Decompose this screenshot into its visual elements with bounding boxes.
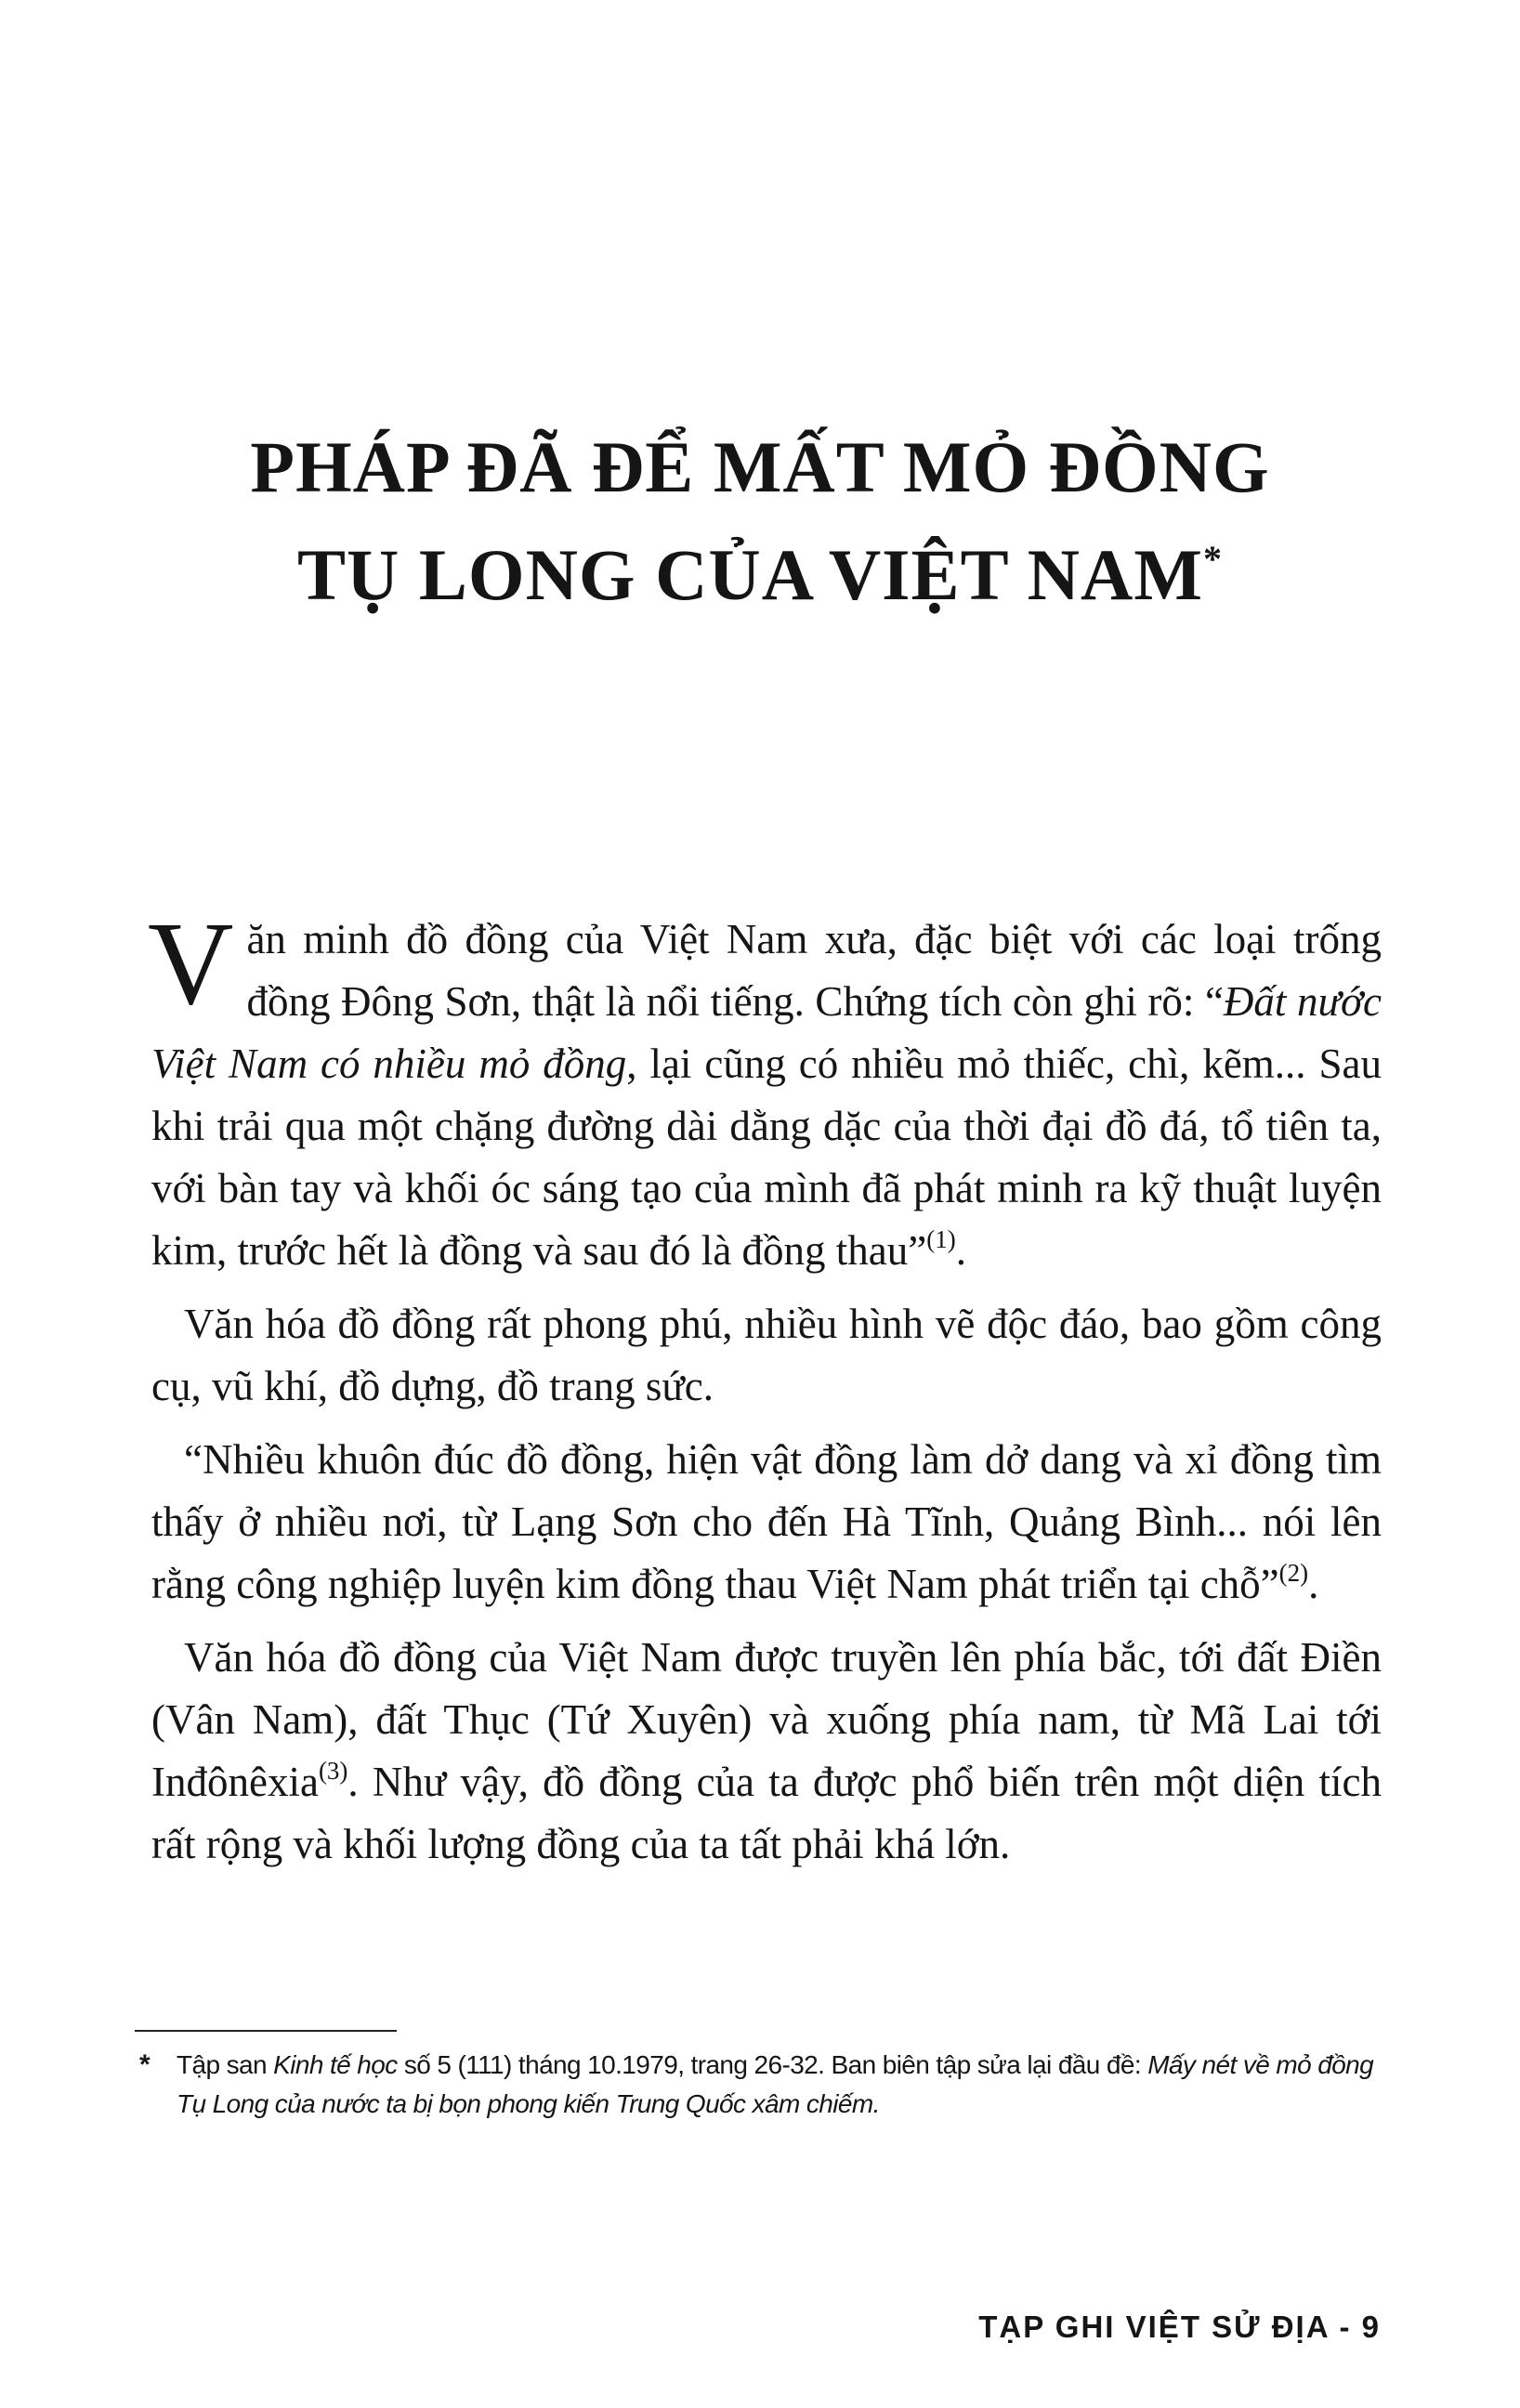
footnote: [139, 2046, 1384, 2124]
paragraph-4: [151, 1627, 1382, 1876]
reference-mark-2: (2): [1278, 1559, 1309, 1587]
chapter-title-line-1: PHÁP ĐÃ ĐỂ MẤT MỎ ĐỒNG: [250, 426, 1270, 507]
paragraph-1-text-b: , lại cũng có nhiều mỏ thiếc, chì, kẽm... Sau khi trải qua một chặng đường dài dằng dặc của thời đại đồ đá, tổ tiên ta, với bàn tay và khối óc sáng tạo của mình đã phát minh ra kỹ thuật luyện kim, trước hết là đồng và sau đó là đồng thau”: [151, 1040, 1382, 1274]
reference-mark-3: (3): [318, 1757, 348, 1785]
footnote-journal-title: Kinh tế học: [273, 2050, 398, 2079]
chapter-title-line-2: [0, 521, 1520, 629]
paragraph-3-text: “Nhiều khuôn đúc đồ đồng, hiện vật đồng làm dở dang và xỉ đồng tìm thấy ở nhiều nơi, từ Lạng Sơn cho đến Hà Tĩnh, Quảng Bình... nói lên rằng công nghiệp luyện kim đồng thau Việt Nam phát triển tại chỗ”: [151, 1436, 1382, 1607]
paragraph-2: [151, 1293, 1382, 1418]
footnote-star: *: [139, 2049, 151, 2080]
footnote-divider: [135, 2030, 397, 2032]
body-text: [148, 897, 1382, 1876]
chapter-title: [0, 413, 1520, 629]
footnote-original-title: Mấy nét về mỏ đồng Tụ Long của nước ta bị bọn phong kiến Trung Quốc xâm chiếm.: [177, 2050, 1374, 2118]
chapter-title-line-2-text: TỤ LONG CỦA VIỆT NAM: [297, 534, 1203, 615]
paragraph-1: [148, 897, 1382, 1282]
footnote-part-2: số 5 (111) tháng 10.1979, trang 26-32. Ban biên tập sửa lại đầu đề:: [397, 2050, 1148, 2079]
paragraph-1-italic: Đất nước Việt Nam có nhiều mỏ đồng: [151, 978, 1382, 1087]
title-footnote-mark: *: [1202, 538, 1223, 580]
paragraph-3-end: .: [1308, 1561, 1319, 1607]
paragraph-2-text: Văn hóa đồ đồng rất phong phú, nhiều hình vẽ độc đáo, bao gồm công cụ, vũ khí, đồ dựng, đồ trang sức.: [151, 1301, 1382, 1409]
footnote-text: [177, 2046, 1384, 2124]
paragraph-4-text-a: Văn hóa đồ đồng của Việt Nam được truyền lên phía bắc, tới đất Điền (Vân Nam), đất Thục (Tứ Xuyên) và xuống phía nam, từ Mã Lai tới Inđônêxia: [151, 1634, 1382, 1805]
drop-cap: V: [148, 897, 234, 1029]
reference-mark-1: (1): [926, 1225, 956, 1253]
paragraph-1-text-a: ăn minh đồ đồng của Việt Nam xưa, đặc biệt với các loại trống đồng Đông Sơn, thật là nổi tiếng. Chứng tích còn ghi rõ: “: [246, 916, 1382, 1025]
paragraph-1-end: .: [955, 1227, 966, 1274]
footnote-part-1: Tập san: [177, 2050, 274, 2079]
paragraph-4-text-b: . Như vậy, đồ đồng của ta được phổ biến trên một diện tích rất rộng và khối lượng đồng của ta tất phải khá lớn.: [151, 1759, 1382, 1867]
running-footer-page-number: TẠP GHI VIỆT SỬ ĐỊA - 9: [978, 2310, 1381, 2344]
paragraph-3: [151, 1429, 1382, 1616]
